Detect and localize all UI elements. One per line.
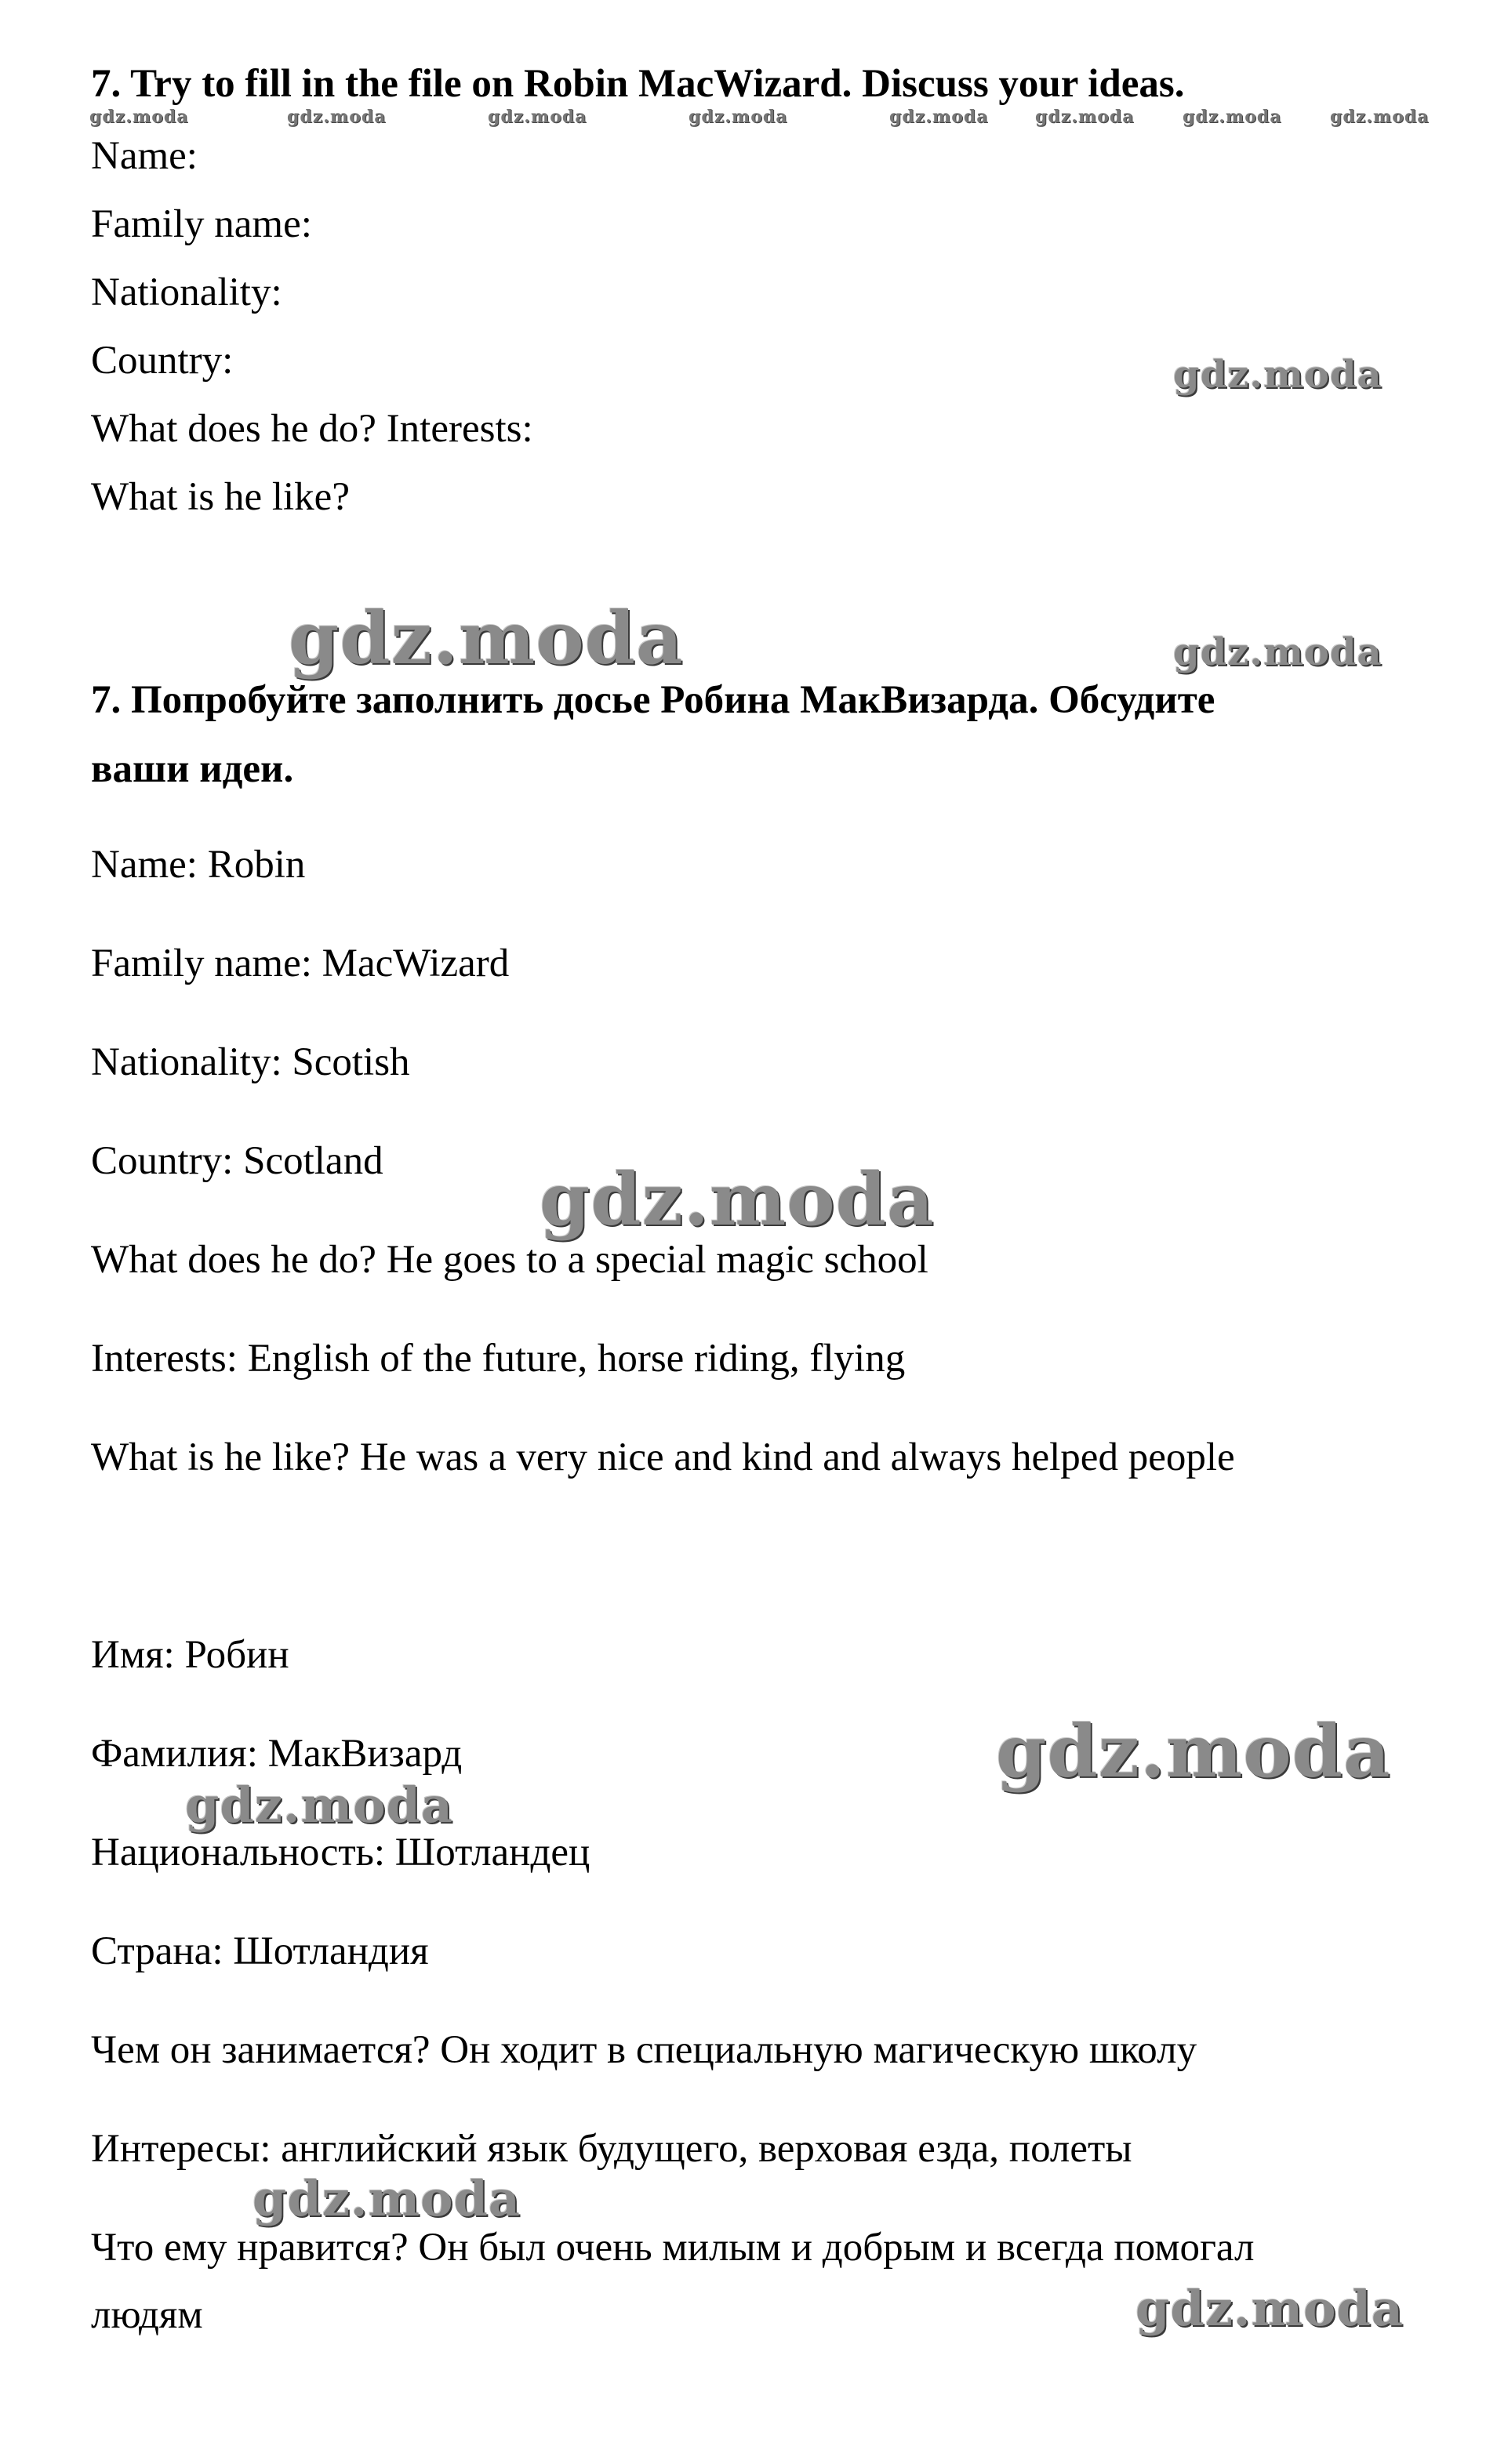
answer-line-en: Interests: English of the future, horse riding, flying <box>91 1337 906 1381</box>
answer-line-en: Name: Robin <box>91 843 306 887</box>
answer-line-ru: Имя: Робин <box>91 1633 289 1677</box>
watermark: gdz.moda <box>185 1776 453 1834</box>
watermark: gdz.moda <box>1183 107 1282 127</box>
watermark: gdz.moda <box>889 107 989 127</box>
task-field: What does he do? Interests: <box>91 407 533 451</box>
answer-line-en: Country: Scotland <box>91 1139 383 1183</box>
task-field: Country: <box>91 339 234 383</box>
answer-line-ru: Интересы: английский язык будущего, верховая езда, полеты <box>91 2127 1132 2171</box>
watermark: gdz.moda <box>488 107 587 127</box>
task-field: Name: <box>91 134 198 178</box>
task-heading-en: 7. Try to fill in the file on Robin MacWizard. Discuss your ideas. <box>91 62 1185 106</box>
task-field: Family name: <box>91 202 312 246</box>
task-heading-ru: 7. Попробуйте заполнить досье Робина МакВизарда. Обсудите <box>91 678 1215 722</box>
answer-line-ru: Фамилия: МакВизард <box>91 1732 463 1776</box>
watermark: gdz.moda <box>540 1157 935 1242</box>
answer-line-en: What does he do? He goes to a special magic school <box>91 1238 928 1282</box>
task-field: Nationality: <box>91 270 282 314</box>
task-heading-ru: ваши идеи. <box>91 747 294 791</box>
watermark: gdz.moda <box>289 596 684 680</box>
watermark: gdz.moda <box>89 107 189 127</box>
watermark: gdz.moda <box>253 2170 521 2227</box>
watermark: gdz.moda <box>1135 2280 1404 2337</box>
answer-line-ru: Национальность: Шотландец <box>91 1831 590 1874</box>
watermark: gdz.moda <box>1330 107 1430 127</box>
watermark: gdz.moda <box>287 107 387 127</box>
watermark: gdz.moda <box>1035 107 1135 127</box>
watermark: gdz.moda <box>1173 630 1383 674</box>
answer-line-ru: Страна: Шотландия <box>91 1929 429 1973</box>
answer-line-en: What is he like? He was a very nice and kind and always helped people <box>91 1435 1235 1479</box>
answer-line-en: Family name: MacWizard <box>91 942 510 985</box>
watermark: gdz.moda <box>689 107 788 127</box>
answer-line-en: Nationality: Scotish <box>91 1040 410 1084</box>
answer-line-ru: Что ему нравится? Он был очень милым и добрым и всегда помогал <box>91 2226 1255 2270</box>
answer-line-ru: Чем он занимается? Он ходит в специальную магическую школу <box>91 2028 1197 2072</box>
task-field: What is he like? <box>91 475 350 519</box>
watermark: gdz.moda <box>996 1709 1391 1794</box>
answer-line-ru: людям <box>91 2293 203 2337</box>
watermark: gdz.moda <box>1173 353 1383 397</box>
